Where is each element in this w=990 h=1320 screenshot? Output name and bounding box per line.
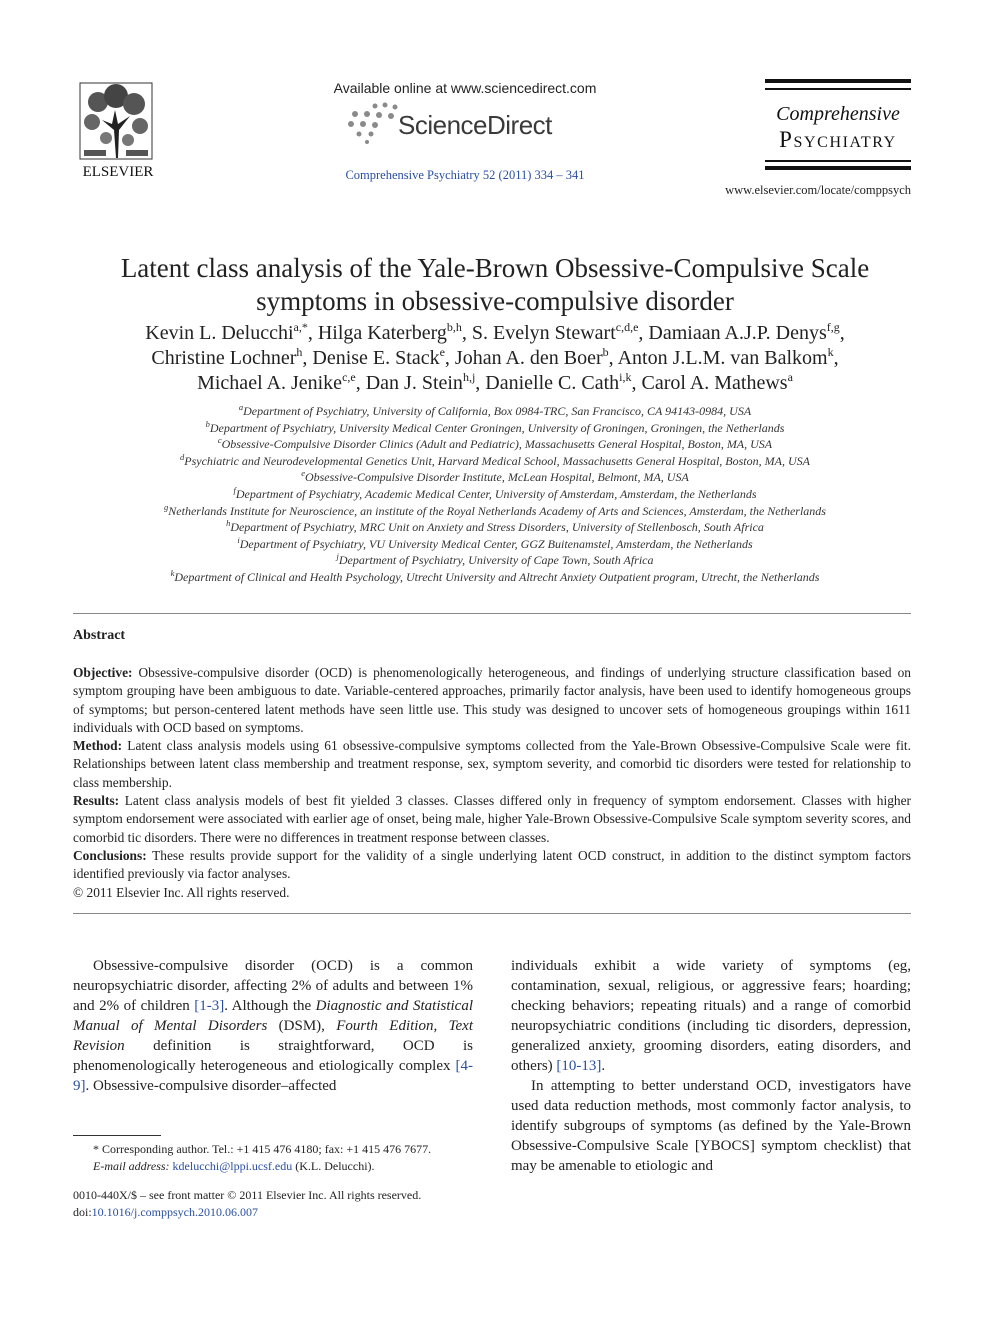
- journal-logo-rule: [765, 88, 911, 90]
- affiliation: $^j$Department of Psychiatry, University of Cape Town, South Africa: [336, 551, 654, 568]
- affiliation-list: [60, 403, 930, 586]
- abstract-method: [73, 737, 911, 792]
- journal-url[interactable]: www.elsevier.com/locate/comppsych: [725, 183, 911, 197]
- affiliation: $^f$Department of Psychiatry, Academic Medical Center, University of Amsterdam, Amsterdam, the Netherlands: [233, 484, 757, 501]
- author: Danielle C. Cath: [485, 372, 620, 394]
- issn-block: [73, 1187, 493, 1221]
- affiliation: $^b$Department of Psychiatry, University Medical Center Groningen, University of Groningen, Groningen, the Netherlands: [205, 418, 785, 435]
- journal-logo-rule: [765, 79, 911, 83]
- footnotes: [73, 1141, 473, 1175]
- footnote-rule: [73, 1135, 161, 1136]
- email-line: E-mail address: kdelucchi@lppi.ucsf.edu (K.L. Delucchi).: [93, 1159, 375, 1173]
- author-affiliation-marker: a,*: [293, 320, 308, 334]
- author-affiliation-marker: h: [296, 345, 303, 359]
- author: Kevin L. Delucchi: [145, 322, 294, 344]
- citation-link[interactable]: [4-9]: [73, 1058, 473, 1094]
- body-column-right: [511, 956, 911, 1176]
- results-text: Latent class analysis models of best fit yielded 3 classes. Classes differed only in frequency of symptom endorsement. Classes with higher symptom endorsement were associated with earlier age of onset, being male, higher Yale-Brown Obsessive-Compulsive Scale symptom severity scores, and comorbid tic disorders. There were no differences in treatment response between classes.: [73, 793, 911, 845]
- affiliation: $^i$Department of Psychiatry, VU University Medical Center, GGZ Buitenamstel, Amsterdam, the Netherlands: [237, 534, 753, 551]
- elsevier-tree-icon: [72, 80, 164, 180]
- body-paragraph: In attempting to better understand OCD, investigators have used data reduction methods, most commonly factor analysis, to identify subgroups of symptoms (as defined by the Yale-Brown Obsessive-Compulsive Scale [YBOCS] symptom checklist) that may be amenable to etiologic and: [511, 1078, 911, 1174]
- journal-logo-rule: [765, 166, 911, 170]
- email-link[interactable]: kdelucchi@lppi.ucsf.edu: [172, 1159, 293, 1173]
- title-line-1: Latent class analysis of the Yale-Brown Obsessive-Compulsive Scale: [120, 253, 870, 283]
- author: Michael A. Jenike: [197, 372, 343, 394]
- author-affiliation-marker: b,h: [446, 320, 462, 334]
- author-affiliation-marker: h,j: [462, 370, 476, 384]
- affiliation: $^c$Obsessive-Compulsive Disorder Clinics (Adult and Pediatric), Massachusetts General Hospital, Boston, MA, USA: [217, 435, 773, 452]
- author-affiliation-marker: f,g: [826, 320, 840, 334]
- author-affiliation-marker: k: [827, 345, 834, 359]
- author: Christine Lochner: [151, 347, 297, 369]
- author-affiliation-marker: i,k: [619, 370, 632, 384]
- abstract-heading: Abstract: [73, 628, 126, 643]
- article-title: [60, 252, 930, 318]
- author: Anton J.L.M. van Balkom: [617, 347, 828, 369]
- title-line-2: symptoms in obsessive-compulsive disorder: [256, 286, 734, 316]
- abstract-copyright: © 2011 Elsevier Inc. All rights reserved.: [73, 884, 290, 900]
- body-paragraph: Obsessive-compulsive disorder (OCD) is a common neuropsychiatric disorder, affecting 2% of adults and between 1% and 2% of children [1-3]. Although the Diagnostic and Statistical Manual of Mental Disorders (DSM), Fourth Edition, Text Revision definition is straightforward, OCD is phenomenologically heterogeneous and etiologically complex [4-9]. Obsessive-compulsive disorder–affected: [73, 958, 473, 1094]
- author-affiliation-marker: e: [439, 345, 445, 359]
- corresponding-author: * Corresponding author. Tel.: +1 415 476 4180; fax: +1 415 476 7677.: [93, 1142, 432, 1156]
- abstract-objective: [73, 664, 911, 737]
- body-paragraph: individuals exhibit a wide variety of symptoms (eg, contamination, sexual, religious, or aggressive fears; hoarding; checking behaviors; repeating rituals) and a range of comorbid neuropsychiatric conditions (including tic disorders, depression, generalized anxiety, grooming disorders, eating disorders, and others) [10-13].: [511, 958, 911, 1074]
- abstract-body: [73, 664, 911, 902]
- affiliation: $^a$Department of Psychiatry, University of California, Box 0984-TRC, San Francisco, CA 94143-0984, USA: [238, 402, 752, 418]
- affiliation: $^e$Obsessive-Compulsive Disorder Institute, McLean Hospital, Belmont, MA, USA: [301, 468, 689, 485]
- author: S. Evelyn Stewart: [471, 322, 616, 344]
- author-affiliation-marker: b: [602, 345, 609, 359]
- body-column-left: [73, 956, 473, 1096]
- conclusions-text: These results provide support for the validity of a single underlying latent OCD construct, in addition to the distinct symptom factors identified previously via factor analyses.: [73, 847, 911, 882]
- citation-link[interactable]: [10-13]: [556, 1058, 602, 1074]
- author-affiliation-marker: c,e: [342, 370, 356, 384]
- available-online: Available online at www.sciencedirect.com: [333, 80, 597, 96]
- journal-logo-rule: [765, 160, 911, 162]
- doi-link[interactable]: 10.1016/j.comppsych.2010.06.007: [91, 1205, 258, 1219]
- journal-logo-comprehensive: Comprehensive: [776, 103, 900, 125]
- author: Johan A. den Boer: [454, 347, 603, 369]
- affiliation: $^d$Psychiatric and Neurodevelopmental Genetics Unit, Harvard Medical School, Massachusetts General Hospital, Boston, MA, USA: [180, 451, 810, 468]
- author-affiliation-marker: c,d,e: [615, 320, 639, 334]
- journal-logo-psychiatry: Psychiatry: [779, 127, 897, 152]
- author: Carol A. Mathews: [641, 372, 788, 394]
- affiliation: $^k$Department of Clinical and Health Psychology, Utrecht University and Altrecht Anxiety Outpatient program, Utrecht, the Netherlands: [170, 567, 820, 584]
- elsevier-logo: [72, 80, 164, 180]
- author: Hilga Katerberg: [317, 322, 447, 344]
- abstract-conclusions: [73, 847, 911, 884]
- sciencedirect-wordmark: ScienceDirect: [398, 110, 552, 140]
- affiliation: $^h$Department of Psychiatry, MRC Unit on Anxiety and Stress Disorders, University of Stellenbosch, South Africa: [226, 518, 764, 535]
- abstract-top-rule: [73, 613, 911, 614]
- abstract-bottom-rule: [73, 913, 911, 914]
- author: Denise E. Stack: [312, 347, 440, 369]
- doi-line: doi:10.1016/j.comppsych.2010.06.007: [73, 1205, 258, 1219]
- publisher-name: ELSEVIER: [82, 164, 154, 180]
- abstract-results: [73, 792, 911, 847]
- method-text: Latent class analysis models using 61 obsessive-compulsive symptoms collected from the Yale-Brown Obsessive-Compulsive Scale were fit. Relationships between latent class membership and treatment response, sex, symptom severity, and comorbid tic disorders were tested for relationship to class membership.: [73, 738, 911, 790]
- affiliation: $^g$Netherlands Institute for Neuroscience, an institute of the Royal Netherlands Academy of Arts and Sciences, Amsterdam, the Netherlands: [164, 501, 826, 518]
- citation-link[interactable]: [1-3]: [194, 998, 225, 1014]
- author-affiliation-marker: a: [787, 370, 793, 384]
- journal-citation[interactable]: Comprehensive Psychiatry 52 (2011) 334 – 341: [345, 168, 585, 182]
- author-list: Kevin L. Delucchi$^{a,*}$, Hilga Katerberg$^{b,h}$, S. Evelyn Stewart$^{c,d,e}$, Damiaan A.J.P. Denys$^{f,g}$, Christine Lochner$^h$, Denise E. Stack$^e$, Johan A. den Boer$^b$, Anton J.L.M. van Balkom$^k$, Michael A. Jenike$^{c,e}$, Dan J. Stein$^{h,j}$, Danielle C. Cath$^{i,k}$, Carol A. Mathews$^a$: [145, 320, 845, 394]
- conclusions-label: Conclusions:: [73, 847, 147, 863]
- method-label: Method:: [73, 738, 123, 754]
- objective-text: Obsessive-compulsive disorder (OCD) is phenomenologically heterogeneous, and findings of underlying structure classification based on symptom grouping have been ambiguous to date. Variable-centered approaches, primarily factor analysis, have been used to identify homogeneous groups of symptoms; but person-centered latent methods have seen little use. This study was designed to uncover sets of homogeneous groupings within 1611 individuals with OCD based on symptoms.: [73, 665, 911, 735]
- author: Dan J. Stein: [365, 372, 463, 394]
- objective-label: Objective:: [73, 665, 133, 680]
- issn-line: 0010-440X/$ – see front matter © 2011 Elsevier Inc. All rights reserved.: [73, 1188, 422, 1202]
- sciencedirect-dots-icon: [345, 102, 405, 146]
- author: Damiaan A.J.P. Denys: [648, 322, 827, 344]
- results-label: Results:: [73, 793, 120, 809]
